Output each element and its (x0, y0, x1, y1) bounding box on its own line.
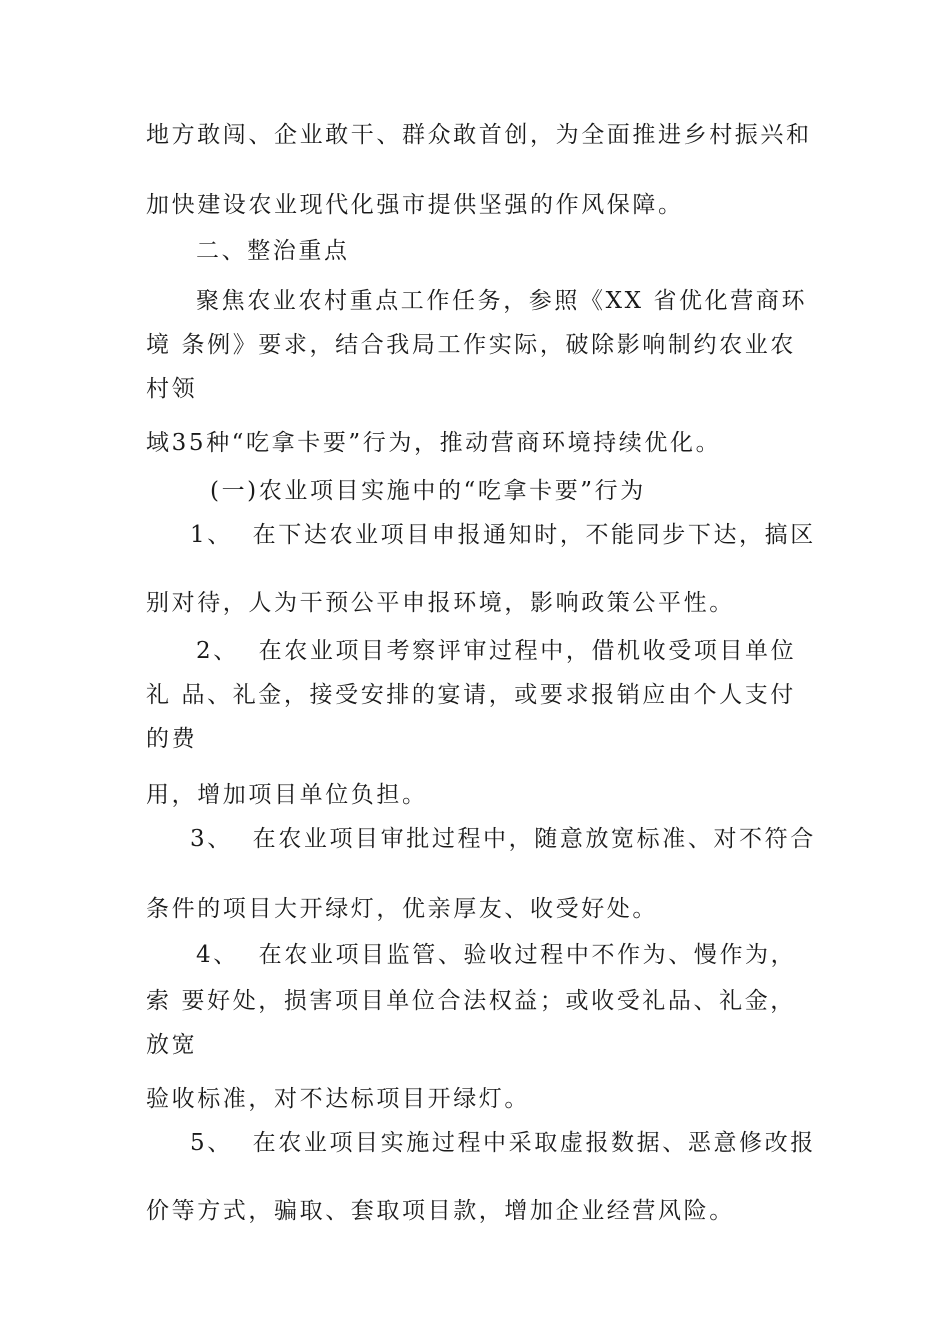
item-4-line-1: 4、 在农业项目监管、验收过程中不作为、慢作为， (196, 942, 797, 968)
text-line-7: 域35种“吃拿卡要”行为，推动营商环境持续优化。 (146, 430, 722, 456)
item-3-line-2: 条件的项目大开绿灯，优亲厚友、收受好处。 (146, 896, 658, 922)
text-line-6: 村领 (146, 376, 198, 402)
item-4-line-3: 放宽 (146, 1032, 198, 1058)
text-line-4: 聚焦农业农村重点工作任务，参照《XX 省优化营商环 (196, 288, 808, 314)
item-4-line-4: 验收标准，对不达标项目开绿灯。 (146, 1086, 530, 1112)
section-heading: 二、整治重点 (196, 238, 350, 264)
item-1-line-2: 别对待，人为干预公平申报环境，影响政策公平性。 (146, 590, 735, 616)
text-line-5: 境 条例》要求，结合我局工作实际，破除影响制约农业农 (146, 332, 796, 358)
item-5-line-1: 5、 在农业项目实施过程中采取虚报数据、恶意修改报 (190, 1130, 816, 1156)
item-1-line-1: 1、 在下达农业项目申报通知时，不能同步下达，搞区 (190, 522, 816, 548)
item-4-line-2: 索 要好处，损害项目单位合法权益；或收受礼品、礼金， (146, 988, 796, 1014)
item-2-line-2: 礼 品、礼金，接受安排的宴请，或要求报销应由个人支付 (146, 682, 796, 708)
item-5-line-2: 价等方式，骗取、套取项目款，增加企业经营风险。 (146, 1198, 735, 1224)
subsection-heading: (一)农业项目实施中的“吃拿卡要”行为 (210, 478, 646, 504)
item-3-line-1: 3、 在农业项目审批过程中，随意放宽标准、对不符合 (190, 826, 816, 852)
item-2-line-1: 2、 在农业项目考察评审过程中，借机收受项目单位 (196, 638, 797, 664)
text-line-2: 加快建设农业现代化强市提供坚强的作风保障。 (146, 192, 684, 218)
text-line-1: 地方敢闯、企业敢干、群众敢首创，为全面推进乡村振兴和 (146, 122, 812, 148)
item-2-line-3: 的费 (146, 726, 198, 752)
item-2-line-4: 用，增加项目单位负担。 (146, 782, 428, 808)
